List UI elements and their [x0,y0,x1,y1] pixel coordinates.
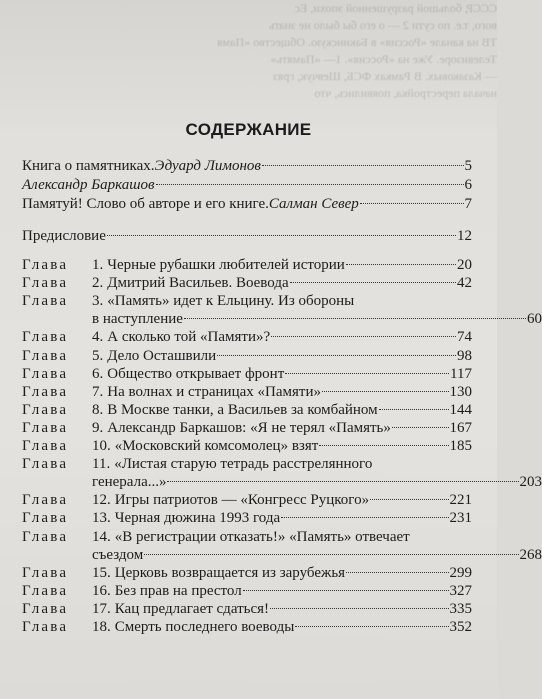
leader-dots [346,264,456,265]
chapter-number: 3. [92,293,104,310]
page-number: 299 [449,564,472,581]
chapter-label: Глава [22,510,69,527]
chapter-number: 4. [92,329,104,346]
chapter-number: 10. [92,438,111,454]
chapter-label: Глава [22,401,69,418]
chapter-label: Глава [22,383,69,400]
leader-dots [322,391,449,392]
toc-chapter-1 [22,256,472,274]
leader-dots [107,235,456,236]
page-number: 42 [457,275,472,292]
page-number: 7 [464,196,472,212]
leader-dots [370,499,448,500]
chapter-title: «Листая старую тетрадь расстрелянного [114,456,373,473]
chapter-title: «В регистрации отказать!» «Память» отвечает [114,528,410,545]
chapter-number: 9. [92,419,104,436]
toc-chapter-5 [22,347,472,365]
toc-chapter-10 [22,437,472,455]
leader-dots [295,626,448,627]
leader-dots [285,373,449,374]
chapter-title: Дмитрий Васильев. Воевода [107,275,289,292]
toc-chapter-11 [22,455,542,491]
chapter-title-cont: съездом [92,546,144,563]
chapter-title: Черные рубашки любителей истории [107,257,345,273]
page-number: 5 [464,158,472,174]
toc-entry-preface: Предисловие 12 [22,228,472,244]
chapter-title: Смерть последнего воеводы [114,619,295,635]
bleed-line: начала перестройка, появились, что [314,86,497,100]
chapter-number: 12. [92,492,111,509]
chapter-number: 14. [92,528,111,545]
page-number: 98 [457,347,472,364]
bleed-line: СССР, большой разрушенной эпохи, Ес [294,1,497,15]
chapter-title: На волнах и страницах «Памяти» [107,383,321,400]
chapter-number: 5. [92,347,104,364]
toc-chapter-14 [22,528,542,564]
chapter-label: Глава [22,347,69,364]
page-number: 352 [449,619,472,635]
chapter-title: Церковь возвращается из зарубежья [114,564,346,581]
page-title: СОДЕРЖАНИЕ [185,120,312,139]
chapter-title: Без прав на престол [114,582,242,599]
leader-dots [346,572,448,573]
chapter-number: 1. [92,257,104,273]
bleed-line: вого, т.е. по сути 2 — о его бы было не знать [268,18,497,32]
leader-dots [167,481,518,482]
page-number: 203 [519,474,542,491]
leader-dots [319,445,448,446]
chapter-title: Черная дюжина 1993 года [114,510,281,527]
chapter-number: 15. [92,564,111,581]
toc-chapter-13 [22,509,472,527]
leader-dots [217,355,456,356]
page-number: 335 [449,600,472,617]
chapter-label: Глава [22,257,69,273]
chapter-title-cont: в наступление [92,311,183,328]
toc-chapter-18 [22,618,472,636]
chapter-title: В Москве танки, а Васильев за комбайном [107,401,378,418]
page-number: 167 [449,419,472,436]
toc-chapter-4 [22,328,472,346]
chapter-number: 2. [92,275,104,292]
bleed-line: — Казаковых. В Рамках ФСБ, Шевчук, гряз [273,69,497,83]
bleed-line: ТВ на канале «Россия» в Бакинскую. Общество «Памя [217,35,497,49]
page-number: 144 [449,401,472,418]
page-number: 74 [457,329,472,346]
toc-chapter-17 [22,600,472,618]
leader-dots [144,554,518,555]
toc-chapter-16 [22,582,472,600]
toc-chapter-9 [22,419,472,437]
leader-dots [379,409,449,410]
chapter-title: А сколько той «Памяти»? [107,329,271,346]
chapter-label: Глава [22,438,69,454]
chapter-label: Глава [22,365,69,382]
chapter-label: Глава [22,293,69,310]
toc-entry-front-1: Книга о памятниках. Эдуард Лимонов 5 [22,158,472,174]
leader-dots [243,590,449,591]
toc-entry-front-3: Памятуй! Слово об авторе и его книге. Салман Север 7 [22,196,472,212]
chapter-label: Глава [22,600,69,617]
leader-dots [281,517,448,518]
chapter-number: 18. [92,619,111,635]
chapter-title: Кац предлагает сдаться! [114,600,270,617]
chapter-label: Глава [22,619,69,635]
chapter-title: Александр Баркашов: «Я не терял «Память» [107,419,391,436]
page-number: 130 [449,383,472,400]
page-number: 60 [527,311,542,328]
leader-dots [262,165,464,166]
page-number: 6 [464,177,472,193]
leader-dots [360,203,464,204]
chapter-number: 16. [92,582,111,599]
chapter-title: «Московский комсомолец» взят [114,438,319,454]
toc-chapter-7 [22,383,472,401]
toc-chapter-12 [22,491,472,509]
page-number: 268 [519,546,542,563]
leader-dots [156,184,464,185]
page-number: 117 [450,365,472,382]
page-number: 231 [449,510,472,527]
page-number: 327 [449,582,472,599]
chapter-title: Общество открывает фронт [107,365,285,382]
chapter-number: 13. [92,510,111,527]
chapter-label: Глава [22,275,69,292]
leader-dots [184,318,526,319]
toc-chapter-3 [22,292,542,328]
chapter-title: «Память» идет к Ельцину. Из обороны [107,293,355,310]
chapter-number: 11. [92,456,111,473]
bleed-line: Телевизоре. Уже на «Россия». 1— «Память» [270,52,497,66]
leader-dots [271,336,456,337]
page-number: 12 [457,228,472,244]
toc-chapter-15 [22,564,472,582]
chapter-label: Глава [22,329,69,346]
leader-dots [270,608,448,609]
chapter-label: Глава [22,564,69,581]
page-number: 20 [457,257,472,273]
chapter-title: Игры патриотов — «Конгресс Руцкого» [114,492,370,509]
toc-chapter-2 [22,274,472,292]
page-number: 185 [449,438,472,454]
page-number: 221 [449,492,472,509]
chapter-label: Глава [22,582,69,599]
chapter-label: Глава [22,456,69,473]
chapter-number: 6. [92,365,104,382]
chapter-title: Дело Осташвили [107,347,217,364]
toc-entry-front-2: Александр Баркашов 6 [22,177,472,193]
chapter-label: Глава [22,528,69,545]
toc-chapter-6 [22,365,472,383]
chapter-label: Глава [22,419,69,436]
chapter-label: Глава [22,492,69,509]
chapter-title-cont: генерала...» [92,474,167,491]
toc-chapter-8 [22,401,472,419]
leader-dots [290,282,456,283]
chapter-number: 17. [92,600,111,617]
chapter-number: 8. [92,401,104,418]
bleed-through-text [150,0,497,100]
chapter-number: 7. [92,383,104,400]
leader-dots [392,427,449,428]
